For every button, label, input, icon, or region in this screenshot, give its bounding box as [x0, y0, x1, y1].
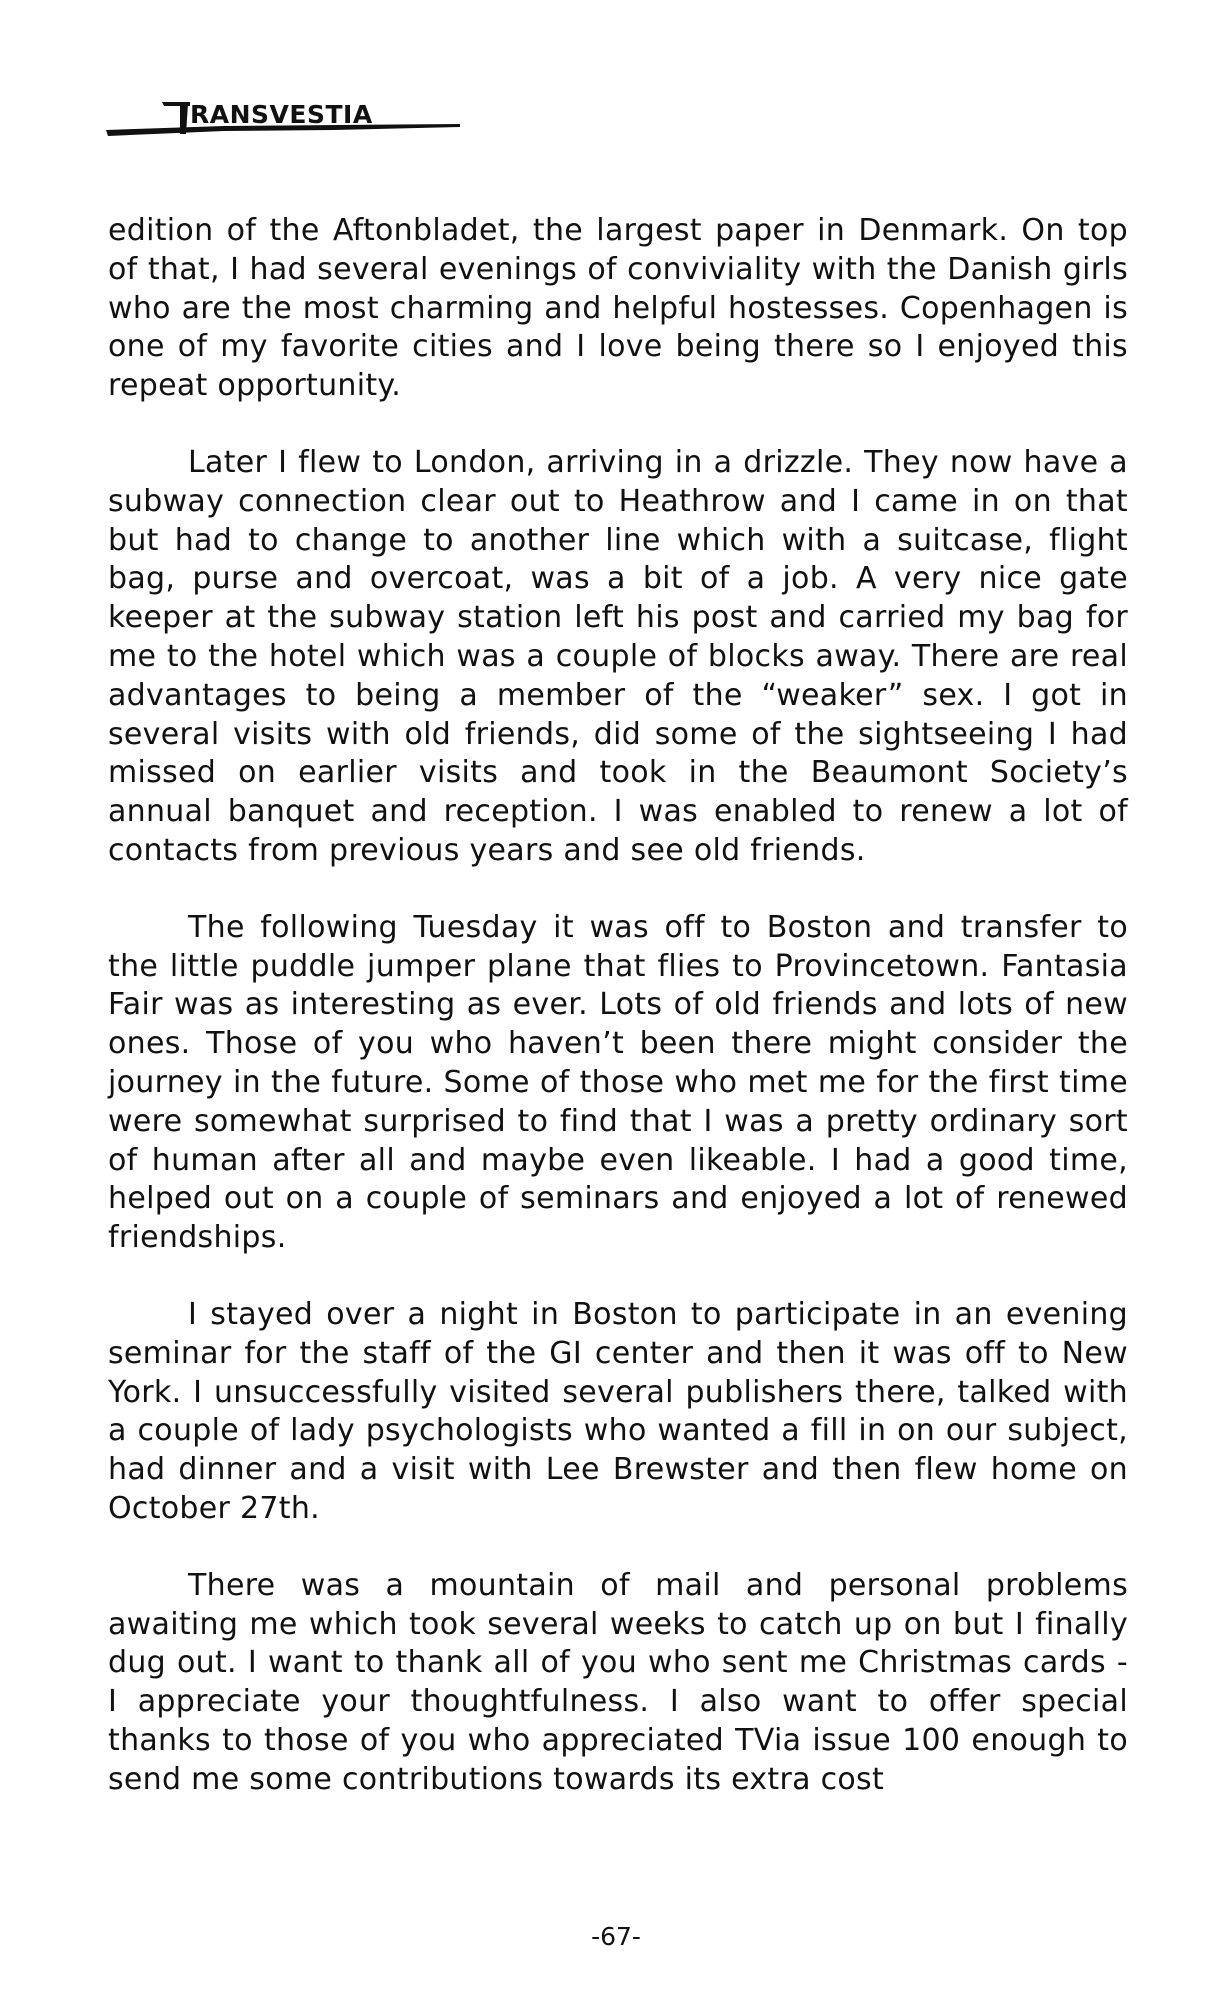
- paragraph-3: The following Tuesday it was off to Boston and transfer to the little puddle jumper plane that flies to Provincetown. Fantasia Fair was as interesting as ever. Lots of old friends and lots of new ones. Those of you who haven’t been there might consider the journey in the future. Some of those who met me for the first time were somewhat surprised to find that I was a pretty ordinary sort of human after all and maybe even likeable. I had a good time, helped out on a couple of seminars and enjoyed a lot of renewed friendships.: [108, 909, 1128, 1256]
- paragraph-1: edition of the Aftonbladet, the largest paper in Denmark. On top of that, I had several evenings of conviviality with the Danish girls who are the most charming and helpful hostesses. Copenhagen is one of my favorite cities and I love being there so I enjoyed this repeat opportunity.: [108, 213, 1128, 404]
- paragraph-2: Later I flew to London, arriving in a drizzle. They now have a subway connection clear out to Heathrow and I came in on that but had to change to another line which with a suitcase, flight bag, purse and overcoat, was a bit of a job. A very nice gate keeper at the subway station left his post and carried my bag for me to the hotel which was a couple of blocks away. There are real advantages to being a member of the “weaker” sex. I got in several visits with old friends, did some of the sightseeing I had missed on earlier visits and took in the Beaumont Society’s annual banquet and reception. I was enabled to renew a lot of contacts from previous years and see old friends.: [108, 444, 1128, 868]
- paragraph-5: There was a mountain of mail and personal problems awaiting me which took several weeks to catch up on but I finally dug out. I want to thank all of you who sent me Christmas cards - I appreciate your thoughtfulness. I also want to offer special thanks to those of you who appreciated TVia issue 100 enough to send me some contributions towards its extra cost: [108, 1567, 1128, 1797]
- page-number: -67-: [591, 1922, 641, 1951]
- paragraph-4: I stayed over a night in Boston to participate in an evening seminar for the staff of the GI center and then it was off to New York. I unsuccessfully visited several publishers there, talked with a couple of lady psychologists who wanted a fill in on our subject, had dinner and a visit with Lee Brewster and then flew home on October 27th.: [108, 1296, 1128, 1526]
- masthead-title: RANSVESTIA: [190, 100, 373, 129]
- masthead-logo: [104, 100, 464, 140]
- article-body: [108, 212, 1128, 1837]
